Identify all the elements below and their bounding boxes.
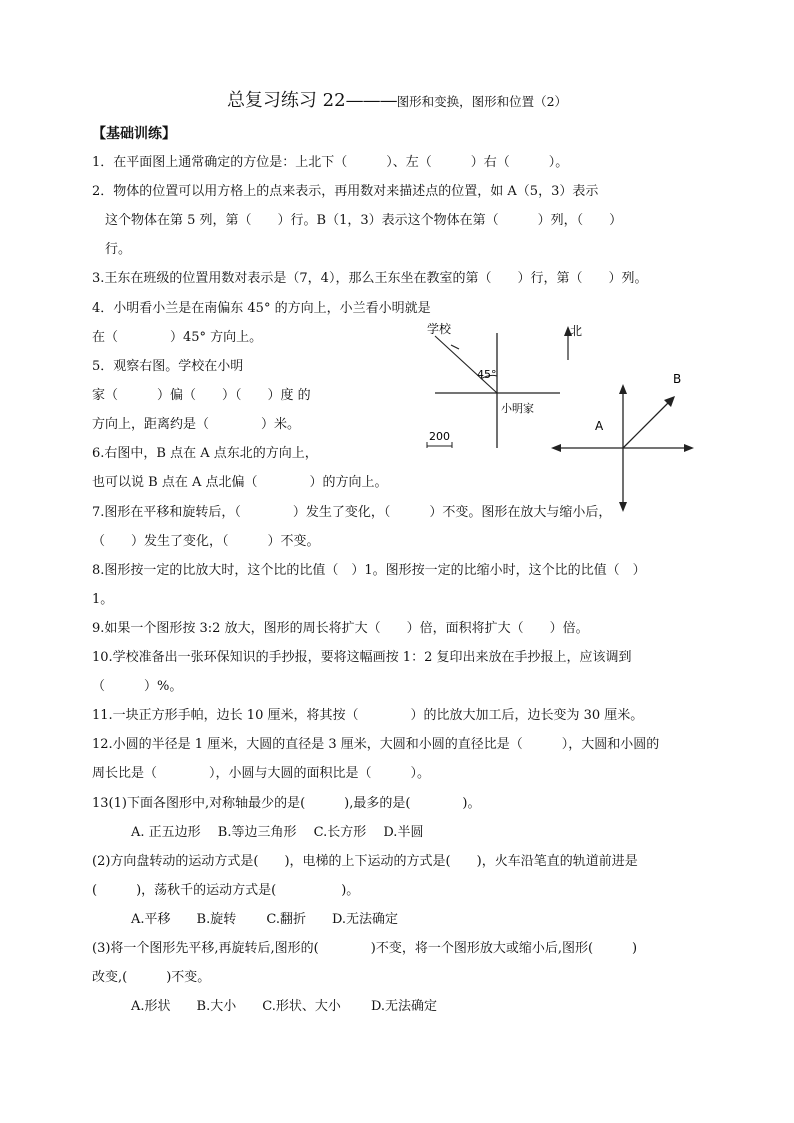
question-line: (3)将一个图形先平移,再旋转后,图形的( )不变，将一个图形放大或缩小后,图形( ) bbox=[92, 941, 638, 956]
north-arrow bbox=[558, 318, 588, 362]
question-line: 11.一块正方形手帕，边长 10 厘米，将其按（ ）的比放大加工后，边长变为 30 厘米。 bbox=[92, 708, 644, 723]
point-b-label: B bbox=[673, 372, 682, 386]
east-arrowhead bbox=[684, 444, 694, 452]
ab-direction-line bbox=[623, 399, 672, 448]
question-line: 改变,( )不变。 bbox=[92, 970, 211, 985]
question-line: 6.右图中，B 点在 A 点东北的方向上， bbox=[92, 446, 318, 461]
question-line: 13(1)下面各图形中,对称轴最少的是( ),最多的是( )。 bbox=[92, 796, 481, 811]
question-line: 1。 bbox=[92, 592, 114, 607]
question-line: 7.图形在平移和旋转后，（ ）发生了变化，（ ）不变。图形在放大与缩小后， bbox=[92, 505, 612, 520]
school-tick bbox=[451, 345, 459, 349]
question-line: (2)方向盘转动的运动方式是( )，电梯的上下运动的方式是( )，火车沿笔直的轨道前进是 bbox=[92, 854, 638, 869]
question-line: 行。 bbox=[92, 242, 132, 257]
title-main: 总复习练习 22 bbox=[226, 90, 346, 111]
question-line: ( )，荡秋千的运动方式是( )。 bbox=[92, 883, 360, 898]
west-arrowhead bbox=[551, 444, 561, 452]
question-line: （ ）发生了变化，（ ）不变。 bbox=[92, 534, 320, 549]
question-line: （ ）%。 bbox=[92, 679, 183, 694]
question-line: 这个物体在第 5 列，第（ ）行。B（1，3）表示这个物体在第（ ）列，（ ） bbox=[92, 213, 623, 228]
question-line: 8.图形按一定的比放大时，这个比的比值（ ）1。图形按一定的比缩小时，这个比的比值（ ） bbox=[92, 563, 646, 578]
scale-label: 200 bbox=[429, 430, 450, 443]
page-title bbox=[0, 86, 794, 112]
question-line: 3.王东在班级的位置用数对表示是（7，4），那么王东坐在教室的第（ ）行，第（ ）列。 bbox=[92, 271, 648, 286]
section-heading: 【基础训练】 bbox=[92, 126, 176, 142]
question-line: 5．观察右图。学校在小明 bbox=[92, 359, 244, 374]
question-line: 1．在平面图上通常确定的方位是：上北下（ ）、左（ ）右（ ）。 bbox=[92, 155, 569, 170]
question-line: 9.如果一个图形按 3:2 放大，图形的周长将扩大（ ）倍，面积将扩大（ ）倍。 bbox=[92, 621, 589, 636]
question-line: 2．物体的位置可以用方格上的点来表示，再用数对来描述点的位置，如 A（5，3）表示 bbox=[92, 184, 599, 199]
south-arrowhead bbox=[619, 502, 627, 512]
option-line: A.平移 B.旋转 C.翻折 D.无法确定 bbox=[92, 912, 399, 927]
question-line: 10.学校准备出一张环保知识的手抄报，要将这幅画按 1：2 复印出来放在手抄报上，应该调到 bbox=[92, 650, 632, 665]
option-line: A.形状 B.大小 C.形状、大小 D.无法确定 bbox=[92, 999, 438, 1014]
north-arrowhead bbox=[619, 384, 627, 394]
angle-label: 45° bbox=[477, 368, 497, 381]
question-line: 家（ ）偏（ ）（ ）度 的 bbox=[92, 388, 311, 403]
title-dash: ——— bbox=[345, 90, 397, 111]
point-a-label: A bbox=[595, 419, 604, 433]
question-line: 4．小明看小兰是在南偏东 45° 的方向上，小兰看小明就是 bbox=[92, 301, 431, 316]
question-line: 方向上，距离约是（ ）米。 bbox=[92, 417, 301, 432]
question-line: 也可以说 B 点在 A 点北偏（ ）的方向上。 bbox=[92, 475, 388, 490]
question-line: 周长比是（ ），小圆与大圆的面积比是（ ）。 bbox=[92, 766, 431, 781]
option-line: A. 正五边形 B.等边三角形 C.长方形 D.半圆 bbox=[92, 825, 424, 840]
school-direction-line bbox=[435, 336, 497, 393]
north-label: 北 bbox=[570, 324, 583, 338]
question-line: 在（ ）45° 方向上。 bbox=[92, 330, 263, 345]
school-label: 学校 bbox=[427, 322, 452, 336]
question-line: 12.小圆的半径是 1 厘米，大圆的直径是 3 厘米，大圆和小圆的直径比是（ ），大圆和小圆的 bbox=[92, 737, 660, 752]
title-subtitle: 图形和变换，图形和位置（2） bbox=[396, 94, 568, 109]
home-label: 小明家 bbox=[501, 402, 534, 415]
compass-diagram-ab bbox=[545, 368, 705, 516]
